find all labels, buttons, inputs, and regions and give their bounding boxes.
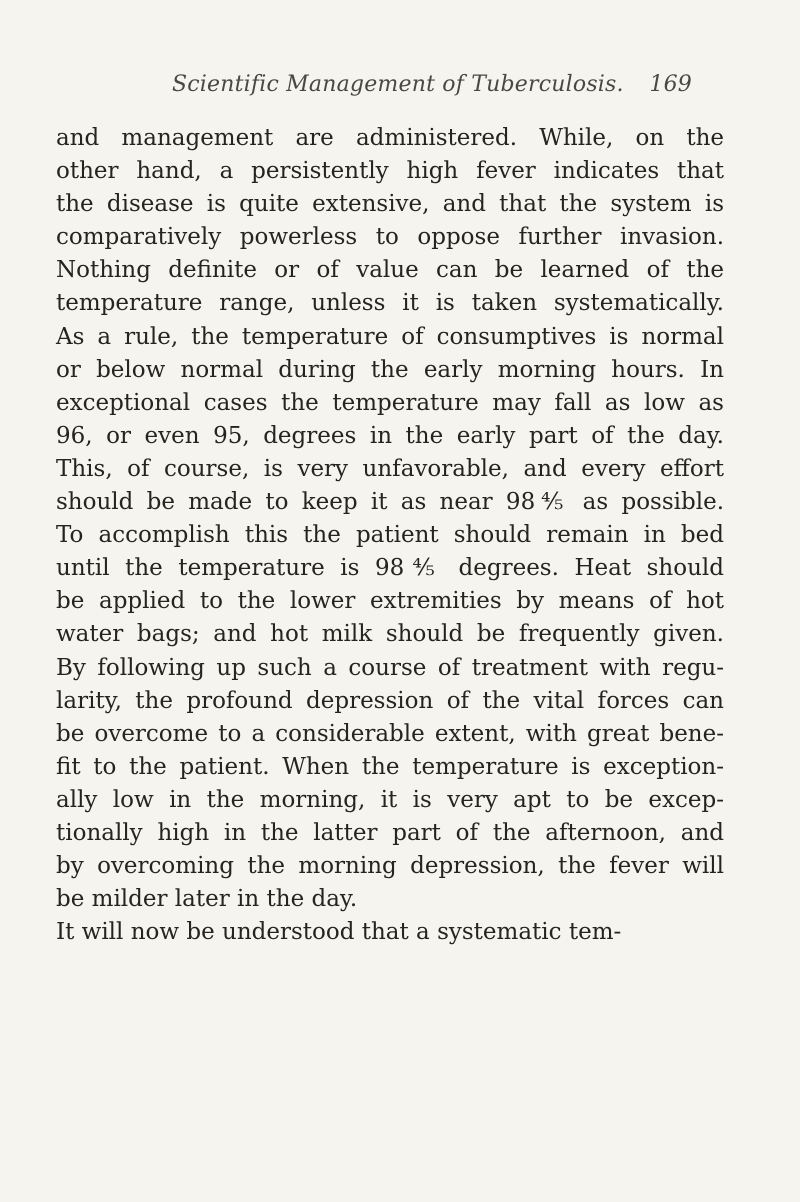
text-line: by overcoming the morning depression, the fever will	[56, 853, 724, 880]
text-line: be milder later in the day.	[56, 886, 358, 913]
text-line: water bags; and hot milk should be frequently given.	[56, 621, 724, 648]
body-text	[56, 122, 724, 949]
text-line: tionally high in the latter part of the afternoon, and	[56, 819, 724, 846]
text-line: be applied to the lower extremities by means of hot	[56, 588, 724, 615]
text-line: other hand, a persistently high fever indicates that	[56, 158, 724, 185]
running-head-title: Scientific Management of Tuberculosis.	[172, 72, 624, 97]
text-line: be overcome to a considerable extent, with great bene-	[56, 720, 724, 747]
text-line: larity, the profound depression of the vital forces can	[56, 687, 724, 714]
text-line: and management are administered. While, on the	[56, 125, 724, 151]
text-line: As a rule, the temperature of consumptives is normal	[56, 323, 724, 350]
page-number: 169	[649, 72, 692, 97]
text-line: ally low in the morning, it is very apt to be excep-	[56, 786, 724, 813]
text-line: comparatively powerless to oppose further invasion.	[56, 224, 724, 251]
text-line: the disease is quite extensive, and that the system is	[56, 191, 724, 218]
text-line: 96, or even 95, degrees in the early part of the day.	[56, 422, 724, 449]
text-line: or below normal during the early morning hours. In	[56, 356, 724, 383]
text-line: temperature range, unless it is taken systematically.	[56, 290, 724, 317]
running-head	[172, 72, 692, 97]
text-line: fit to the patient. When the temperature is exception-	[56, 753, 724, 780]
text-line: By following up such a course of treatment with regu-	[56, 654, 724, 681]
text-line: To accomplish this the patient should remain in bed	[56, 522, 724, 549]
text-line: should be made to keep it as near 98⅘ as possible.	[56, 489, 724, 516]
text-line: This, of course, is very unfavorable, and every effort	[56, 455, 724, 482]
text-line: exceptional cases the temperature may fall as low as	[56, 389, 724, 416]
text-line: until the temperature is 98⅘ degrees. Heat should	[56, 555, 724, 582]
text-line: It will now be understood that a systematic tem-	[56, 919, 622, 946]
text-line: Nothing definite or of value can be learned of the	[56, 257, 724, 284]
